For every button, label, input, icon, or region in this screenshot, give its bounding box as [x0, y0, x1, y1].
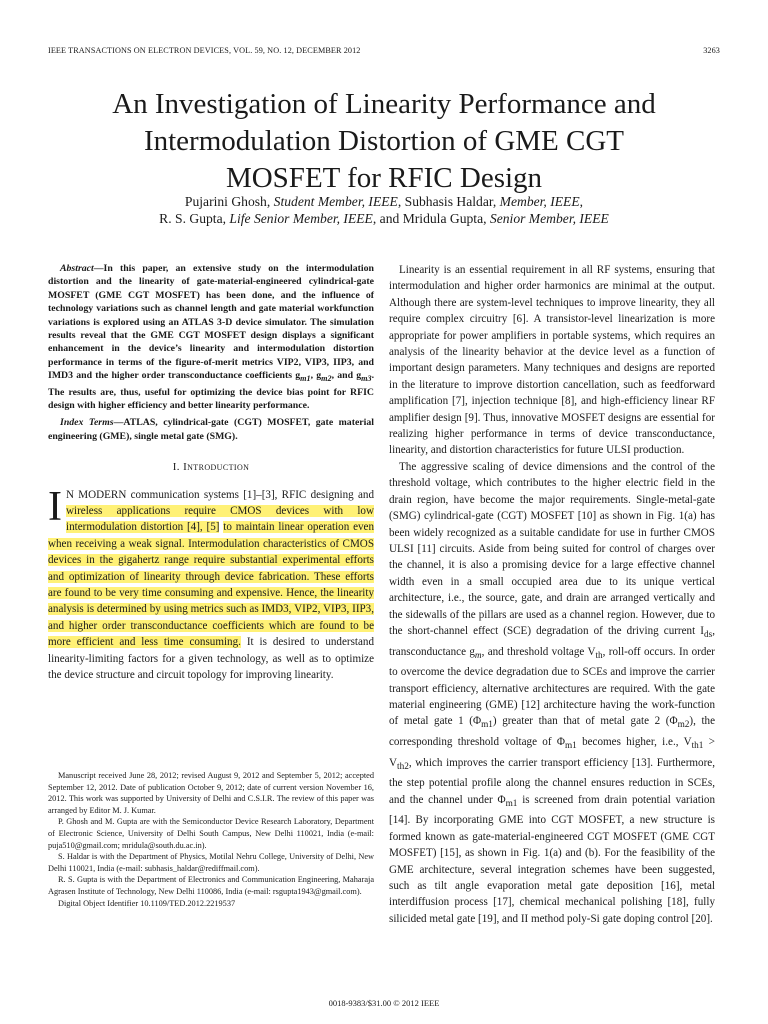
- index-terms-lead: Index Terms: [60, 417, 114, 429]
- abstract-text: —In this paper, an extensive study on the intermodulation distortion and the linearity of gate-material-engineered cylindrical-gate MOSFET (GME CGT MOSFET) has been done, and the influence of technology variations such as channel length and gate material workfunction variations is explored using an ATLAS 3-D device simulator. The simulation results reveal that the GME CGT MOSFET design displays a significant enhancement in the device’s linearity and intermodulation distortion performance in terms of the figure-of-merit metrics VIP2, VIP3, IIP3, and IMD3 and the higher order transconductance coefficients g: [48, 263, 374, 382]
- drop-cap: I: [48, 483, 62, 530]
- footnote-affiliation: R. S. Gupta is with the Department of Electronics and Communication Engineering, Maharaja Agrasen Institute of Technology, New Delhi 110086, India (e-mail: rsgupta1943@gmail.com).: [48, 875, 374, 896]
- author-membership: Senior Member, IEEE: [489, 211, 609, 226]
- subscript: ds: [703, 630, 713, 641]
- paragraph-linearity: Linearity is an essential requirement in all RF systems, ensuring that intermodulation and higher order harmonics are minimal at the output. Although there are system-level techniques to improve linearity, they all require complex circuitry [6]. A transistor-level linearization is more appropriate for power amplifiers in portable systems, which requires an analysis of the linearity behavior at the device level as a function of important design parameters. Many techniques and designs are reported in the literature to improve distortion cancellation, such as feedforward amplification [7], injection technique [8], and high-efficiency linear RF amplifier design [9]. Thus, innovative MOSFET designs are essential for realizing higher performance in terms of device transconductance, linearity, and distortion characteristics for future ULSI production.: [389, 264, 715, 457]
- index-terms-text: —ATLAS, cylindrical-gate (CGT) MOSFET, gate material engineering (GME), single metal gate (SMG).: [48, 417, 374, 442]
- copyright-notice: 0018-9383/$31.00 © 2012 IEEE: [328, 998, 440, 1008]
- subscript: th1: [691, 741, 704, 752]
- footnotes: [48, 770, 374, 909]
- highlighted-text: wireless applications require CMOS devices with low intermodulation distortion [4], [5]: [66, 505, 374, 534]
- author-separator: ,: [579, 194, 584, 209]
- subscript: th2: [397, 761, 409, 772]
- abstract: [48, 262, 374, 412]
- title-line-1: An Investigation of Linearity Performance and: [112, 88, 656, 120]
- abstract-text: . The results are, thus, useful for optimizing the device bias point for RFIC design with higher efficiency and better linearity performance.: [48, 370, 375, 412]
- index-terms: [48, 416, 374, 443]
- author-membership: Life Senior Member, IEEE: [229, 211, 373, 226]
- subscript: m2: [677, 720, 690, 731]
- abstract-text: , and g: [331, 370, 362, 382]
- author-name: , Subhasis Haldar,: [397, 194, 500, 209]
- subscript: m1: [564, 741, 577, 752]
- authors-line-2: [40, 210, 728, 227]
- paragraph-scaling: [389, 459, 715, 927]
- subscript: th: [595, 650, 603, 661]
- abstract-text: , g: [310, 370, 322, 382]
- paragraph-text: > V: [389, 736, 715, 769]
- page-number: 3263: [703, 46, 720, 55]
- title-line-3: MOSFET for RFIC Design: [225, 162, 543, 194]
- footnote-doi: Digital Object Identifier 10.1109/TED.2012.2219537: [58, 898, 236, 908]
- paragraph-text: becomes higher, i.e., V: [576, 736, 692, 749]
- abstract-lead: Abstract: [60, 263, 94, 274]
- author-name: Pujarini Ghosh,: [184, 194, 274, 209]
- subscript: m: [474, 650, 482, 661]
- paragraph-text: , and threshold voltage V: [481, 645, 596, 658]
- paper-title: [40, 86, 728, 197]
- intro-text: N MODERN communication systems [1]–[3], RFIC designing and: [66, 488, 374, 501]
- subscript: m1: [300, 374, 311, 384]
- footnote-affiliation: P. Ghosh and M. Gupta are with the Semiconductor Device Research Laboratory, Department of Electronic Science, University of Delhi South Campus, New Delhi 110021, India (e-mail: puja510@gmail.com; mridula@south.du.ac.in).: [48, 817, 374, 850]
- subscript: m1: [481, 720, 493, 731]
- journal-name: IEEE TRANSACTIONS ON ELECTRON DEVICES, VOL. 59, NO. 12, DECEMBER 2012: [48, 46, 361, 55]
- paragraph-text: , roll-off occurs. In order to overcome the device degradation due to SCEs and improve the carrier transport efficiency, alternative architectures are required. With the gate material engineering (GME) [12] architecture having the work-function of metal gate 1 (Φ: [389, 645, 715, 728]
- paragraph-text: ), the corresponding threshold voltage of Φ: [389, 715, 716, 749]
- footnote-manuscript: Manuscript received June 28, 2012; revised August 9, 2012 and September 5, 2012; accepted September 12, 2012. Date of publication October 9, 2012; date of current version November 16, 2012. This work was supported by University of Delhi and C.S.I.R. The review of this paper was arranged by Editor M. J. Kumar.: [48, 771, 374, 815]
- paragraph-text: ) greater than that of metal gate 2 (Φ: [492, 715, 678, 728]
- authors-line-1: [40, 193, 728, 210]
- subscript: m3: [361, 374, 372, 384]
- left-column: [48, 262, 374, 684]
- author-membership: Member, IEEE: [499, 194, 580, 209]
- intro-text: It is desired to understand linearity-limiting factors for a given technology, as well as to optimize the device structure and circuit topology for improving linearity.: [48, 636, 374, 682]
- author-membership: Student Member, IEEE: [273, 194, 398, 209]
- footnote-affiliation: S. Haldar is with the Department of Physics, Motilal Nehru College, University of Delhi, New Delhi 110021, India (e-mail: subhasis_haldar@rediffmail.com).: [48, 852, 374, 873]
- paragraph-text: , transconductance g: [389, 624, 715, 658]
- subscript: m2: [321, 374, 332, 384]
- section-title: Introduction: [183, 461, 250, 474]
- author-list: [40, 193, 728, 227]
- paragraph-text: , which improves the carrier transport efficiency [13]. Furthermore, the step potential profile along the channel ensures reduction in SCEs, and the channel under Φ: [389, 756, 715, 806]
- intro-paragraph: [48, 483, 375, 684]
- section-heading: [48, 459, 374, 475]
- paragraph-text: is screened from drain potential variation [14]. By incorporating GME into CGT MOSFET, a new structure is formed known as gate-material-engineered CGT MOSFET (GME CGT MOSFET) [15], as shown in Fig. 1(a) and (b). For the feasibility of the GME architecture, several integration schemes have been suggested, such as tilt angle evaporation metal gate deposition [16], metal interdiffusion process [17], chemical mechanical polishing [18], fully silicided metal gate [19], and II method poly-Si gate doping control [20].: [389, 793, 715, 925]
- author-name: , and Mridula Gupta,: [372, 211, 490, 226]
- paragraph-text: The aggressive scaling of device dimensions and the control of the threshold voltage, which contributes to the higher electric field in the drain region, have become the major requirements. Single-metal-gate (SMG) cylindrical-gate (CGT) MOSFET [10] as shown in Fig. 1(a) has been widely recognized as a suitable candidate for use in further CMOS ULSI [11] circuits. Aside from being suited for control of charges over the channel, it is also a promising device for a large effective channel width even in a small occupied area due to its unique vertical architecture, i.e., the source, gate, and drain are arranged vertically and the sidewalls of the pillars are used as a channel region. However, due to the short-channel effect (SCE) degradation of the driving current I: [389, 460, 715, 637]
- author-name: R. S. Gupta,: [159, 211, 230, 226]
- section-number: I.: [172, 461, 180, 474]
- subscript: m1: [505, 798, 518, 809]
- highlighted-text: to maintain linear operation even when receiving a weak signal. Intermodulation characteristics of CMOS devices in the gigahertz range require substantial experimental efforts and optimization of linearity through device fabrication. These efforts are found to be very time consuming and expensive. Hence, the linearity analysis is determined by using metrics such as IMD3, VIP2, VIP3, IIP3, and higher order transconductance coefficients which are found to be more efficient and less time consuming.: [48, 521, 375, 649]
- title-line-2: Intermodulation Distortion of GME CGT: [143, 125, 625, 157]
- right-column: [389, 262, 715, 927]
